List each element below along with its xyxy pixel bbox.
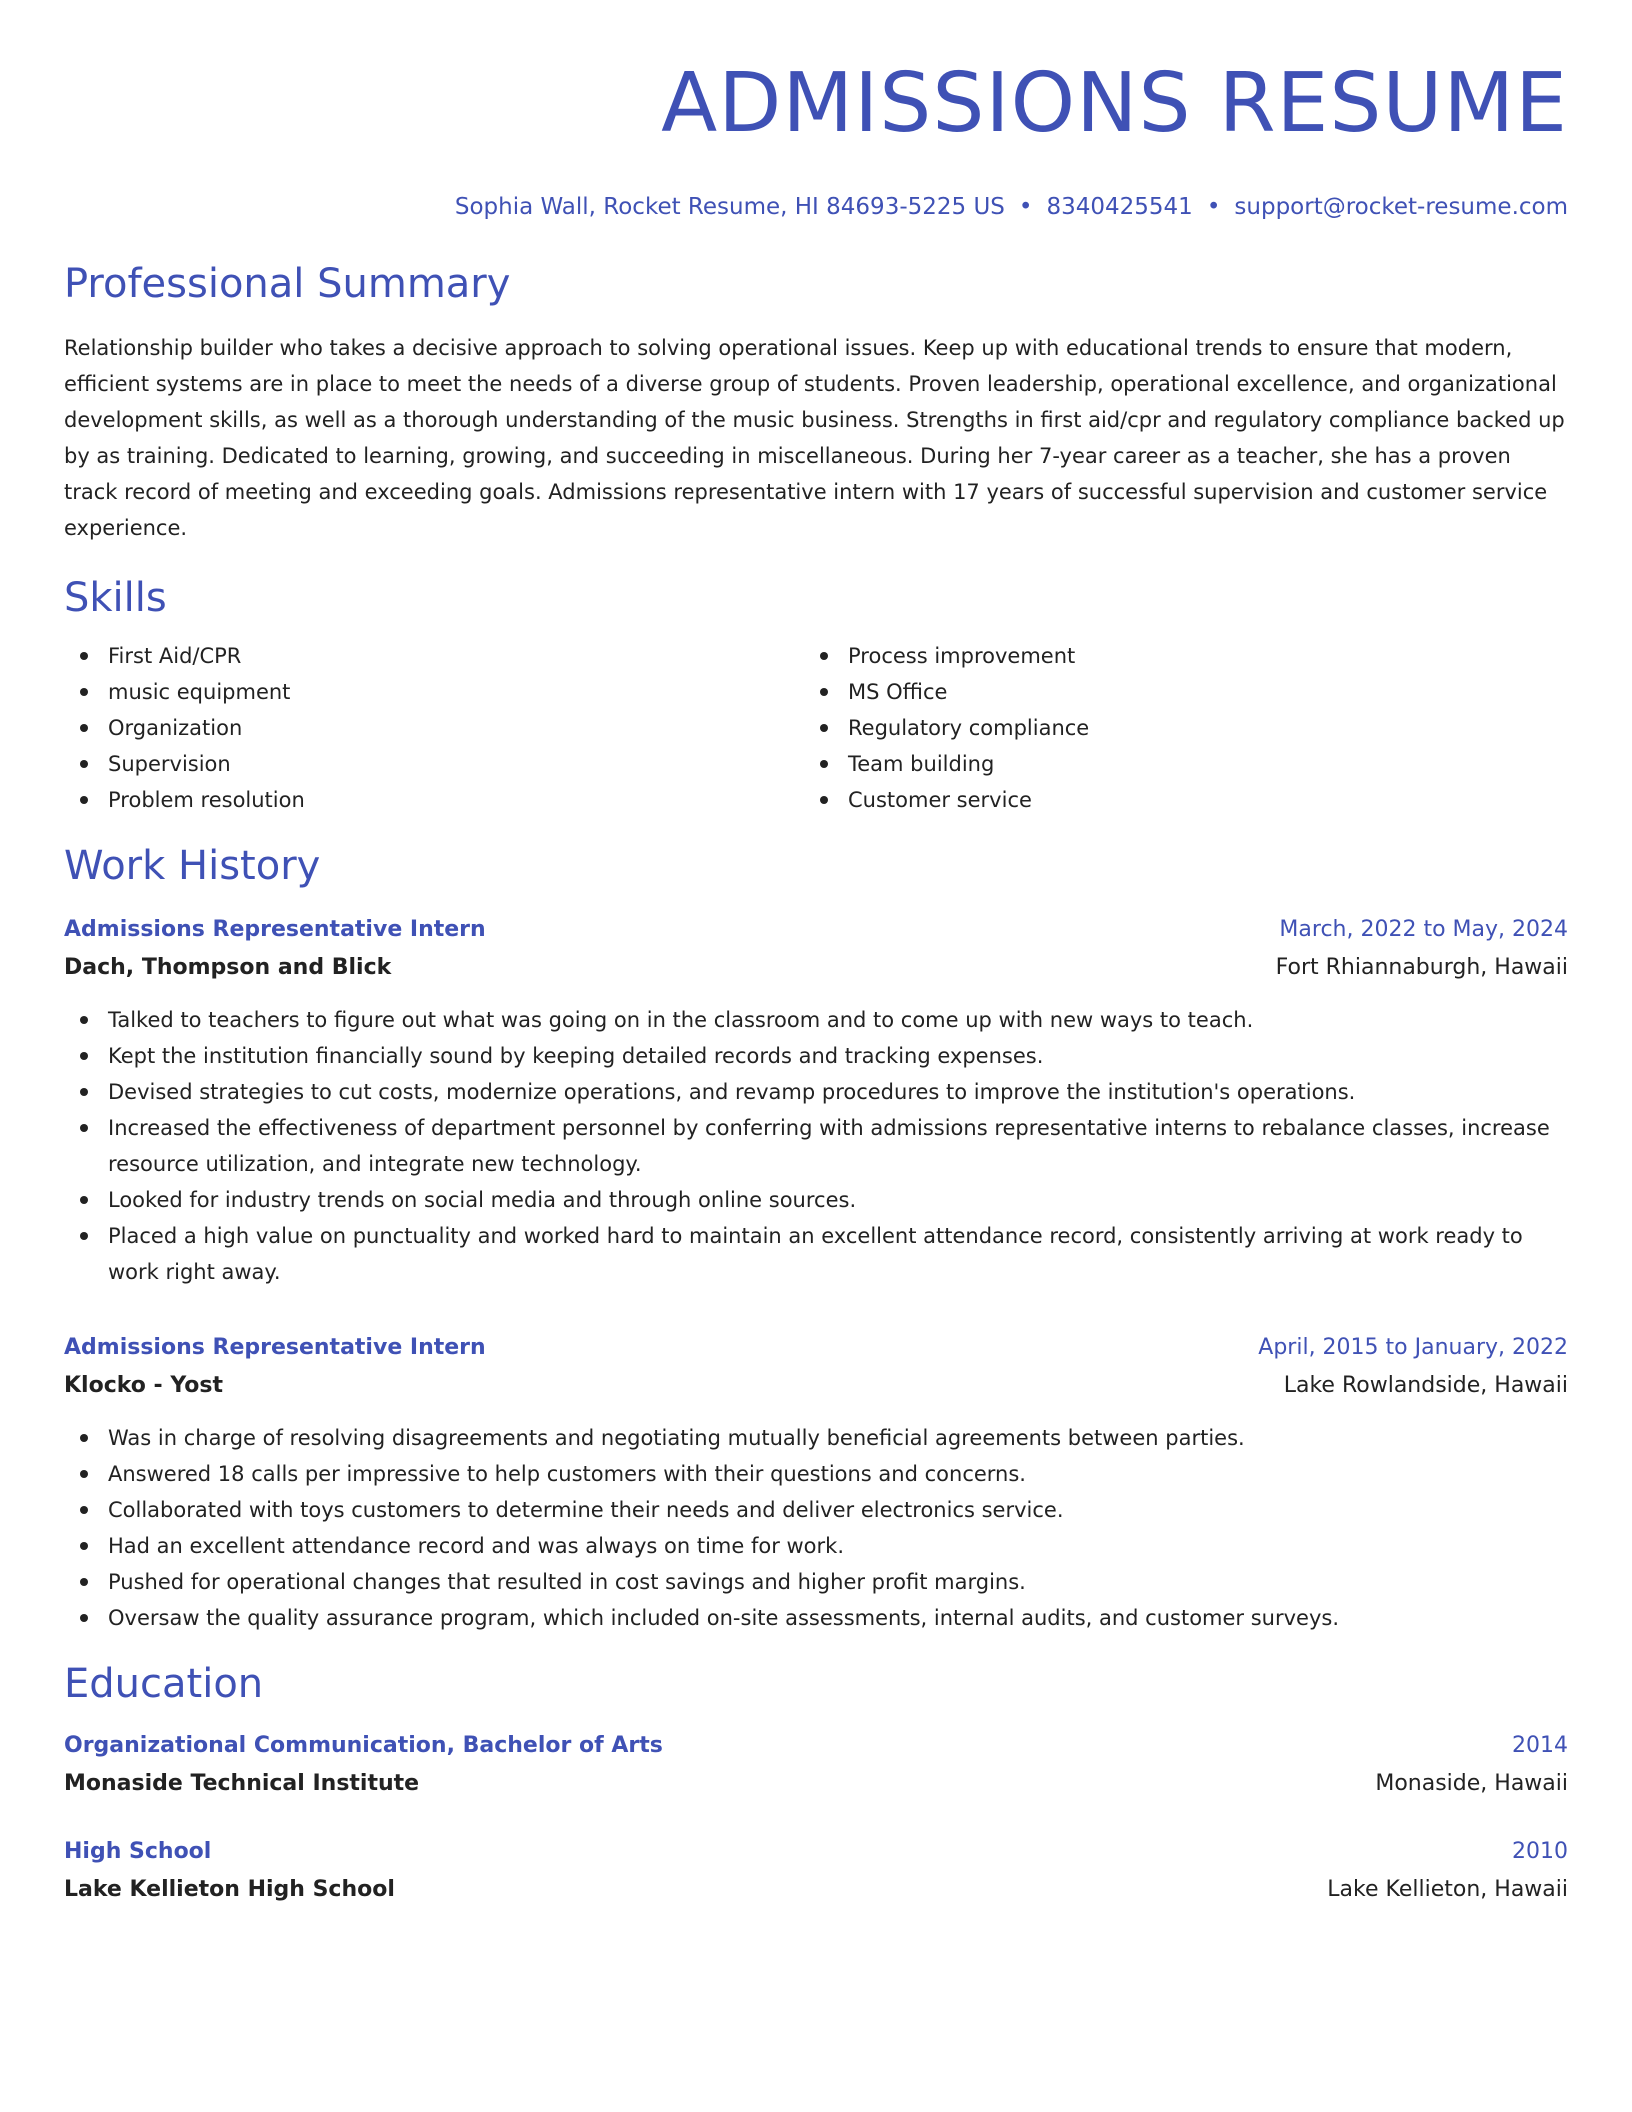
job-bullet: Increased the effectiveness of department personnel by conferring with admissions representative interns to rebalance classes, increase resource utilization, and integrate new technology. bbox=[64, 1110, 1568, 1182]
contact-separator: • bbox=[1206, 194, 1221, 220]
education-location: Monaside, Hawaii bbox=[1375, 1771, 1568, 1796]
skills-left-column bbox=[64, 638, 804, 818]
contact-email[interactable]: support@rocket-resume.com bbox=[1234, 194, 1568, 220]
job-title: Admissions Representative Intern bbox=[64, 1335, 486, 1360]
skill-item: Supervision bbox=[64, 746, 804, 782]
skill-item: music equipment bbox=[64, 674, 804, 710]
skill-item: Problem resolution bbox=[64, 782, 804, 818]
skills-right-column bbox=[804, 638, 1544, 818]
skills-grid bbox=[64, 638, 1568, 818]
bullet-icon bbox=[80, 1016, 88, 1024]
bullet-icon bbox=[80, 1470, 88, 1478]
summary-section bbox=[64, 258, 1568, 546]
skill-item: MS Office bbox=[804, 674, 1544, 710]
bullet-icon bbox=[80, 1124, 88, 1132]
education-heading: Education bbox=[64, 1661, 264, 1707]
job-entry bbox=[64, 912, 1568, 1290]
bullet-icon bbox=[80, 796, 88, 804]
education-degree: Organizational Communication, Bachelor of Arts bbox=[64, 1733, 663, 1758]
work-history-heading: Work History bbox=[64, 843, 321, 889]
education-year: 2010 bbox=[1512, 1839, 1568, 1864]
job-bullet: Kept the institution financially sound by keeping detailed records and tracking expenses. bbox=[64, 1038, 1568, 1074]
bullet-icon bbox=[80, 724, 88, 732]
education-location: Lake Kellieton, Hawaii bbox=[1327, 1877, 1568, 1902]
education-school: Lake Kellieton High School bbox=[64, 1877, 395, 1902]
job-bullet: Had an excellent attendance record and was always on time for work. bbox=[64, 1528, 1568, 1564]
bullet-icon bbox=[80, 1434, 88, 1442]
job-entry bbox=[64, 1330, 1568, 1636]
bullet-icon bbox=[820, 652, 828, 660]
bullet-icon bbox=[80, 652, 88, 660]
job-location: Fort Rhiannaburgh, Hawaii bbox=[1275, 955, 1568, 980]
bullet-icon bbox=[820, 724, 828, 732]
skills-heading: Skills bbox=[64, 575, 167, 621]
skill-item: Team building bbox=[804, 746, 1544, 782]
bullet-icon bbox=[80, 1614, 88, 1622]
bullet-icon bbox=[820, 760, 828, 768]
bullet-icon bbox=[80, 1506, 88, 1514]
summary-heading: Professional Summary bbox=[64, 261, 511, 307]
education-entry bbox=[64, 1728, 1568, 1804]
work-history-section bbox=[64, 840, 1568, 1636]
bullet-icon bbox=[80, 1232, 88, 1240]
skill-item: Process improvement bbox=[804, 638, 1544, 674]
job-bullet: Devised strategies to cut costs, modernize operations, and revamp procedures to improve the institution's operations. bbox=[64, 1074, 1568, 1110]
bullet-icon bbox=[820, 796, 828, 804]
education-section bbox=[64, 1658, 1568, 1910]
bullet-icon bbox=[80, 1088, 88, 1096]
job-bullet: Oversaw the quality assurance program, which included on-site assessments, internal audits, and customer surveys. bbox=[64, 1600, 1568, 1636]
job-bullets bbox=[64, 1420, 1568, 1636]
summary-text: Relationship builder who takes a decisive approach to solving operational issues. Keep up with educational trends to ensure that modern, efficient systems are in place to meet the needs of a diverse group of students. Proven leadership, operational excellence, and organizational development skills, as well as a thorough understanding of the music business. Strengths in first aid/cpr and regulatory compliance backed up by as training. Dedicated to learning, growing, and succeeding in miscellaneous. During her 7-year career as a teacher, she has a proven track record of meeting and exceeding goals. Admissions representative intern with 17 years of successful supervision and customer service experience. bbox=[64, 336, 1565, 540]
education-entry bbox=[64, 1834, 1568, 1910]
bullet-icon bbox=[80, 688, 88, 696]
contact-phone: 8340425541 bbox=[1046, 194, 1193, 220]
job-bullet: Collaborated with toys customers to determine their needs and deliver electronics service. bbox=[64, 1492, 1568, 1528]
bullet-icon bbox=[80, 1542, 88, 1550]
contact-line bbox=[64, 192, 1568, 222]
education-degree: High School bbox=[64, 1839, 212, 1864]
job-bullet: Placed a high value on punctuality and worked hard to maintain an excellent attendance record, consistently arriving at work ready to work right away. bbox=[64, 1218, 1568, 1290]
bullet-icon bbox=[80, 1052, 88, 1060]
job-title: Admissions Representative Intern bbox=[64, 917, 486, 942]
job-dates: April, 2015 to January, 2022 bbox=[1258, 1335, 1568, 1360]
job-bullet: Was in charge of resolving disagreements and negotiating mutually beneficial agreements between parties. bbox=[64, 1420, 1568, 1456]
education-school: Monaside Technical Institute bbox=[64, 1771, 420, 1796]
resume-title: ADMISSIONS RESUME bbox=[661, 56, 1568, 151]
job-bullet: Looked for industry trends on social media and through online sources. bbox=[64, 1182, 1568, 1218]
skills-section bbox=[64, 572, 1568, 818]
job-dates: March, 2022 to May, 2024 bbox=[1279, 917, 1568, 942]
bullet-icon bbox=[80, 760, 88, 768]
skill-item: Customer service bbox=[804, 782, 1544, 818]
bullet-icon bbox=[820, 688, 828, 696]
job-employer: Dach, Thompson and Blick bbox=[64, 955, 392, 980]
contact-address: Sophia Wall, Rocket Resume, HI 84693-5225 US bbox=[454, 194, 1005, 220]
bullet-icon bbox=[80, 1196, 88, 1204]
job-location: Lake Rowlandside, Hawaii bbox=[1283, 1373, 1568, 1398]
skill-item: Regulatory compliance bbox=[804, 710, 1544, 746]
skill-item: Organization bbox=[64, 710, 804, 746]
education-year: 2014 bbox=[1512, 1733, 1568, 1758]
job-employer: Klocko - Yost bbox=[64, 1373, 223, 1398]
bullet-icon bbox=[80, 1578, 88, 1586]
job-bullet: Talked to teachers to figure out what was going on in the classroom and to come up with new ways to teach. bbox=[64, 1002, 1568, 1038]
job-bullet: Pushed for operational changes that resulted in cost savings and higher profit margins. bbox=[64, 1564, 1568, 1600]
skill-item: First Aid/CPR bbox=[64, 638, 804, 674]
job-bullets bbox=[64, 1002, 1568, 1290]
contact-separator: • bbox=[1018, 194, 1033, 220]
job-bullet: Answered 18 calls per impressive to help customers with their questions and concerns. bbox=[64, 1456, 1568, 1492]
